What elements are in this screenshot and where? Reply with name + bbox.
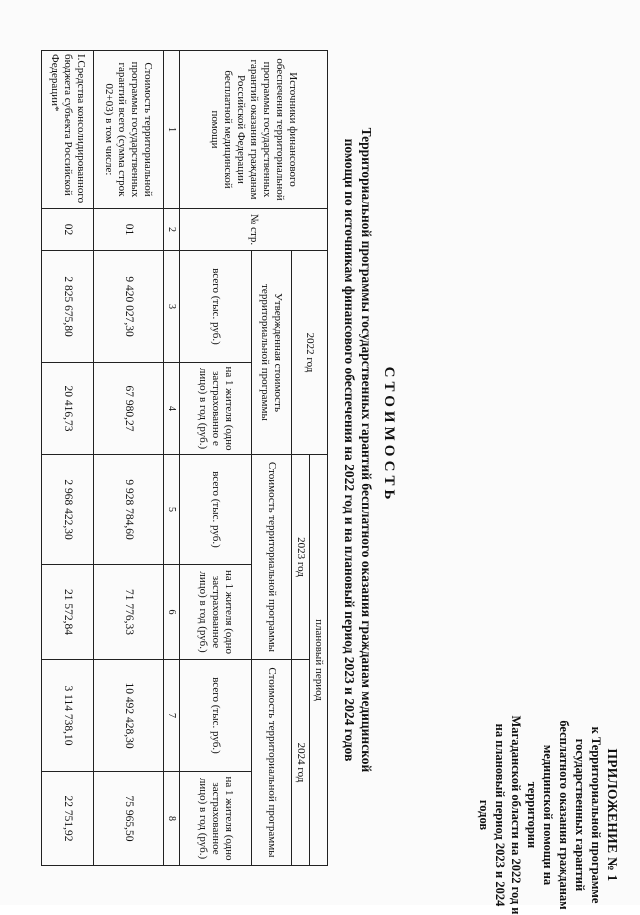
header-year-2023: 2023 год: [292, 455, 310, 660]
column-number-row: [164, 51, 180, 866]
table-row: [94, 51, 164, 866]
column-number: 3: [164, 251, 180, 363]
header-cost-2023: Стоимость территориальной программы: [252, 455, 292, 660]
column-number: 1: [164, 51, 180, 209]
header-cost-2024: Стоимость территориальной программы: [252, 660, 292, 866]
total-2022-cell: 9 420 027,30: [94, 251, 164, 363]
header-per-resident-2024: на 1 жителя (одно застрахованное лицо) в год (руб.): [180, 772, 252, 866]
header-year-2022: 2022 год: [292, 251, 328, 455]
document-title: СТОИМОСТЬ: [381, 366, 397, 504]
header-row-no: № стр.: [180, 209, 328, 251]
header-source: Источники финансового обеспечения территориальной программы государственных гарантий оказания гражданам Российской Федерации бесплатной медицинской помощи: [180, 51, 328, 209]
appendix-heading: ПРИЛОЖЕНИЕ № 1: [605, 748, 620, 882]
header-total-2023: всего (тыс. руб.): [180, 455, 252, 565]
per-resident-2022-cell: 20 416,73: [42, 363, 94, 455]
total-2024-cell: 3 114 738,10: [42, 660, 94, 772]
header-planned-period: плановый период: [310, 455, 328, 866]
column-number: 7: [164, 660, 180, 772]
header-year-2024: 2024 год: [292, 660, 310, 866]
column-number: 4: [164, 363, 180, 455]
total-2024-cell: 10 492 428,30: [94, 660, 164, 772]
total-2023-cell: 2 968 422,30: [42, 455, 94, 565]
header-per-resident-2023: на 1 жителя (одно застрахованное лицо) в год (руб.): [180, 565, 252, 660]
header-total-2024: всего (тыс. руб.): [180, 660, 252, 772]
subtitle-line: Территориальной программы государственных гарантий бесплатного оказания гражданам медицинской: [359, 127, 374, 773]
subtitle-line: помощи по источникам финансового обеспечения на 2022 год и на плановый период 2023 и 2024 годов: [342, 138, 357, 762]
row-source: Стоимость территориальной программы государственных гарантий всего (сумма строк 02+03) в том числе:: [94, 51, 164, 209]
row-number: 01: [94, 209, 164, 251]
document-subtitle: [341, 40, 375, 860]
per-resident-2024-cell: 75 965,50: [94, 772, 164, 866]
row-number: 02: [42, 209, 94, 251]
per-resident-2023-cell: 21 572,84: [42, 565, 94, 660]
cost-table: [41, 50, 328, 866]
header-per-resident-2022: на 1 жителя (одно застрахованно е лицо) в год (руб.): [180, 363, 252, 455]
table-row: [42, 51, 94, 866]
column-number: 6: [164, 565, 180, 660]
column-number: 2: [164, 209, 180, 251]
appendix-line: медицинской помощи на территории: [525, 744, 555, 886]
appendix-block: [476, 715, 620, 915]
per-resident-2022-cell: 67 980,27: [94, 363, 164, 455]
total-2022-cell: 2 825 675,80: [42, 251, 94, 363]
row-source: I.Средства консолидированного бюджета субъекта Российской Федерации*: [42, 51, 94, 209]
total-2023-cell: 9 928 784,60: [94, 455, 164, 565]
appendix-line: на плановый период 2023 и 2024 годов: [477, 723, 507, 907]
appendix-line: Магаданской области на 2022 год и: [509, 715, 523, 915]
per-resident-2023-cell: 71 776,33: [94, 565, 164, 660]
header-approved-cost: Утвержденная стоимость территориальной программы: [252, 251, 292, 455]
column-number: 5: [164, 455, 180, 565]
column-number: 8: [164, 772, 180, 866]
header-total-2022: всего (тыс. руб.): [180, 251, 252, 363]
appendix-line: государственных гарантий: [573, 738, 587, 892]
appendix-line: бесплатного оказания гражданам: [557, 720, 571, 910]
per-resident-2024-cell: 22 751,92: [42, 772, 94, 866]
appendix-line: к Территориальной программе: [589, 726, 603, 904]
